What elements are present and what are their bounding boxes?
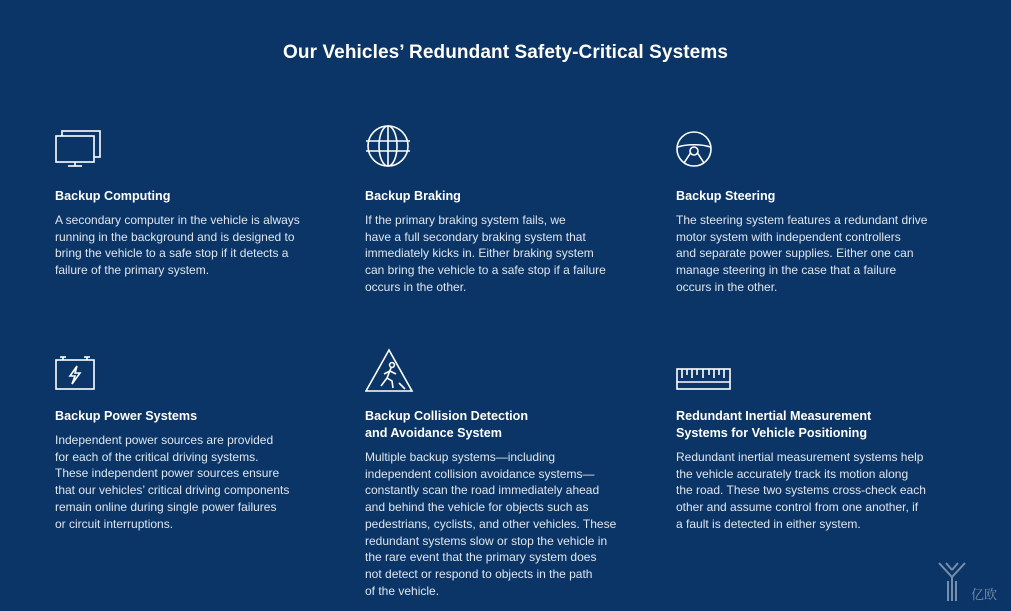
page-title: Our Vehicles’ Redundant Safety-Critical Systems xyxy=(282,42,729,63)
card-heading: Backup Collision Detection and Avoidance System xyxy=(365,409,529,440)
monitor-icon xyxy=(55,128,103,168)
card-heading: Backup Steering xyxy=(676,189,776,203)
card-body: Independent power sources are provided for each of the critical driving systems. These independent power sources ensure that our vehicles’ critical driving components remain online during single power failures or circuit interruptions. xyxy=(55,433,290,531)
card-heading: Backup Braking xyxy=(365,189,461,203)
card-body: The steering system features a redundant drive motor system with independent controllers and separate power supplies. Either one can manage steering in the case that a failure occurs in the other. xyxy=(676,213,928,294)
card-body: Redundant inertial measurement systems help the vehicle accurately track its motion along the road. These two systems cross-check each other and assume control from one another, if a fault is detected in either system. xyxy=(676,450,926,531)
globe-icon xyxy=(365,124,413,170)
card-heading: Backup Computing xyxy=(55,189,171,203)
card-body: Multiple backup systems—including independent collision avoidance systems— constantly scan the road immediately ahead and behind the vehicle for objects such as pedestrians, cyclists, and other vehicles. These redundant systems slow or stop the vehicle in the rare event that the primary system does not detect or respond to objects in the path of the vehicle. xyxy=(365,450,617,598)
battery-icon xyxy=(55,356,97,392)
watermark-text: 亿欧 xyxy=(970,587,997,602)
yiou-logo-icon xyxy=(937,561,967,603)
pedestrian-warning-icon xyxy=(365,348,415,394)
ruler-icon xyxy=(676,366,732,392)
card-heading: Redundant Inertial Measurement Systems for Vehicle Positioning xyxy=(676,409,872,440)
card-body: A secondary computer in the vehicle is always running in the background and is designed to bring the vehicle to a safe stop if it detects a failure of the primary system. xyxy=(55,213,300,278)
card-heading: Backup Power Systems xyxy=(55,409,198,423)
watermark xyxy=(937,561,997,603)
card-body: If the primary braking system fails, we have a full secondary braking system that immediately kicks in. Either braking system can bring the vehicle to a safe stop if a failure occurs in the other. xyxy=(365,213,606,294)
steering-wheel-icon xyxy=(676,130,716,170)
